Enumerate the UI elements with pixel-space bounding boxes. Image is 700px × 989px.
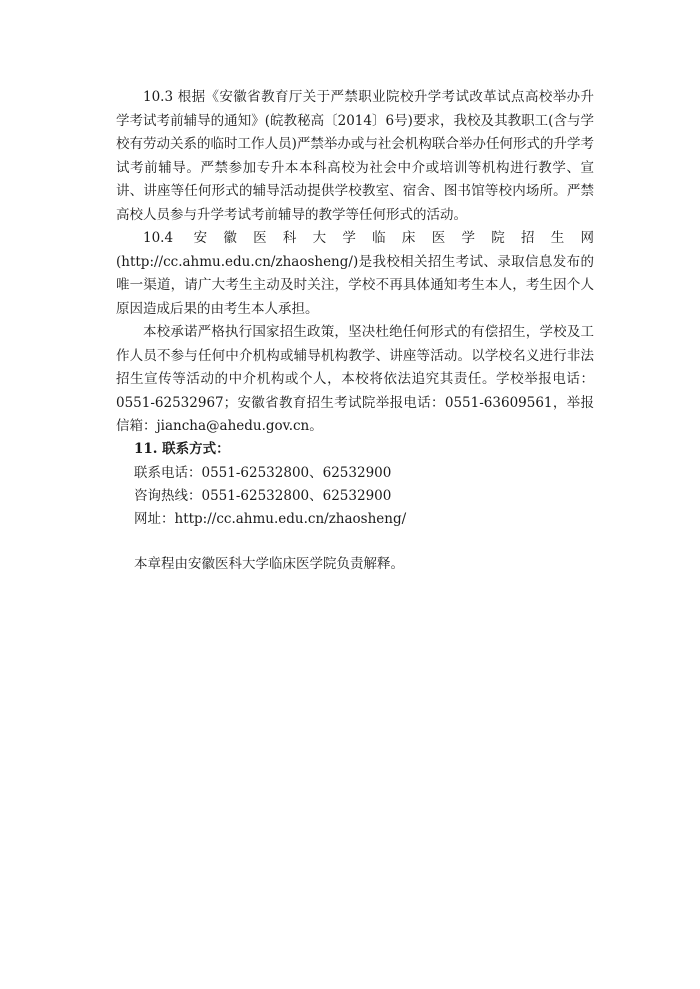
closing-statement: 本章程由安徽医科大学临床医学院负责解释。: [134, 556, 404, 572]
contact-heading: 11. 联系方式：: [134, 441, 230, 457]
contact-hotline: 咨询热线：0551-62532800、62532900: [134, 488, 392, 504]
paragraph-commitment: 本校承诺严格执行国家招生政策，坚决杜绝任何形式的有偿招生，学校及工作人员不参与任何中介机构或辅导机构教学、讲座等活动。以学校名义进行非法招生宣传等活动的中介机构或个人，本校将依法追究其责任。学校举报电话：0551-62532967；安徽省教育招生考试院举报电话：0551-63609561，举报信箱：jiancha@ahedu.gov.cn。: [116, 324, 594, 435]
paragraph-10-4: 10.4 安徽医科大学临床医学院招生网(http://cc.ahmu.edu.cn/zhaosheng/)是我校相关招生考试、录取信息发布的唯一渠道，请广大考生主动及时关注，学校不再具体通知考生本人，考生因个人原因造成后果的由考生本人承担。: [116, 230, 594, 317]
paragraph-10-3: 10.3 根据《安徽省教育厅关于严禁职业院校升学考试改革试点高校举办升学考试考前辅导的通知》(皖教秘高〔2014〕6号)要求，我校及其教职工(含与学校有劳动关系的临时工作人员)严禁举办或与社会机构联合举办任何形式的升学考试考前辅导。严禁参加专升本本科高校为社会中介或培训等机构进行教学、宣讲、讲座等任何形式的辅导活动提供学校教室、宿舍、图书馆等校内场所。严禁高校人员参与升学考试考前辅导的教学等任何形式的活动。: [116, 89, 594, 223]
contact-website: 网址：http://cc.ahmu.edu.cn/zhaosheng/: [134, 511, 407, 527]
contact-phone: 联系电话：0551-62532800、62532900: [134, 465, 392, 481]
